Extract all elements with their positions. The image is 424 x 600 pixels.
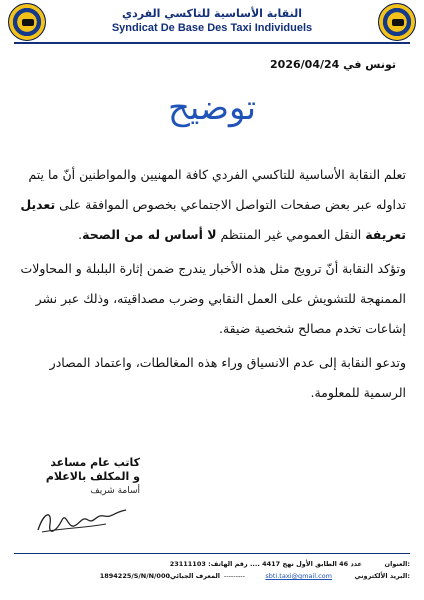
document-body bbox=[18, 160, 406, 408]
paragraph-2: وتؤكد النقابة أنّ ترويج مثل هذه الأخبار يندرج ضمن إثارة البلبلة و المحاولات الممنهجة للتشويش على العمل النقابي وضرب مصداقيته، وذلك عبر نشر إشاعات تخدم مصالح شخصية ضيقة. bbox=[20, 261, 406, 336]
letterhead bbox=[0, 0, 424, 42]
document-title: توضيح bbox=[167, 88, 257, 128]
paragraph-1-bold-a: تعديل تعريفة bbox=[20, 197, 406, 242]
paragraph-1-bold-b: لا أساس له من الصحة bbox=[82, 227, 217, 242]
paragraph-1-text-a: تعلم النقابة الأساسية للتاكسي الفردي كافة المهنيين والمواطنين أنّ ما يتم تداوله عبر بعض صفحات التواصل الاجتماعي بخصوص الموافقة على bbox=[28, 167, 406, 212]
letterhead-title-arabic: النقابة الأساسية للتاكسي الفردي bbox=[122, 7, 302, 20]
paragraph-1-text-b: النقل العمومي غير المنتظم bbox=[216, 227, 366, 242]
document-date: تونس في 2026/04/24 bbox=[270, 58, 396, 71]
union-seal-icon bbox=[378, 3, 416, 41]
address-label: العنوان: bbox=[384, 560, 410, 568]
email-label: البريد الألكتروني: bbox=[354, 572, 410, 580]
paragraph-3: وتدعو النقابة إلى عدم الانسياق وراء هذه المغالطات، واعتماد المصادر الرسمية للمعلومة. bbox=[49, 355, 406, 400]
footer bbox=[14, 560, 410, 584]
signatory-role-line-1: كاتب عام مساعد bbox=[50, 456, 140, 469]
handwritten-signature bbox=[34, 502, 134, 542]
signatory-name: أسامة شريف bbox=[90, 486, 140, 496]
email-link[interactable]: sbti.taxi@gmail.com bbox=[265, 572, 332, 580]
fiscal-id-value: 1894225/S/N/N/000 bbox=[99, 572, 170, 580]
signatory-role-line-2: و المكلف بالاعلام bbox=[45, 470, 140, 483]
letterhead-divider bbox=[14, 42, 410, 44]
address-value: عدد 46 الطابق الأول نهج 4417 .... رقم الهاتف: 23111103 bbox=[169, 560, 362, 568]
union-seal-icon bbox=[8, 3, 46, 41]
paragraph-1-end: . bbox=[78, 227, 83, 242]
letterhead-title-french: Syndicat De Base Des Taxi Individuels bbox=[111, 22, 313, 34]
fiscal-id-label: المعرف الجبائي: bbox=[167, 572, 220, 580]
footer-divider bbox=[14, 553, 410, 554]
paragraph-1 bbox=[18, 160, 406, 250]
footer-separator: --------- bbox=[223, 572, 245, 580]
signature-block bbox=[30, 456, 140, 496]
